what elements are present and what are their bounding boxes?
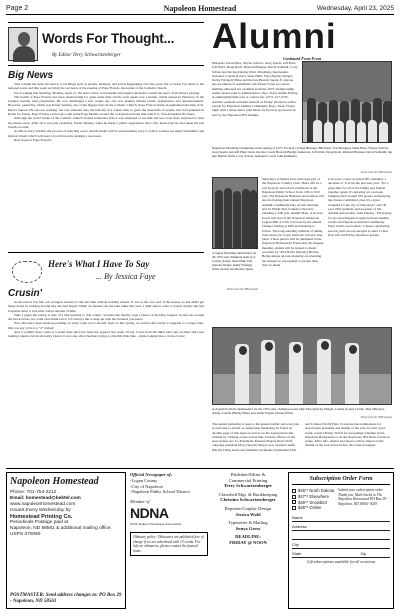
big-news-heading: Big News [8,70,54,81]
paper-info-line: Phone: 701-754-2212 [10,490,57,495]
cheerleaders-caption: A-Squad Wrestling cheerleaders for the 1975 state champion team (l-r): Colette (Leier), Susie Hehr, Tina (Sperle) Weigel, Kathy (Weigel) Weisz and the late Brenda Sperle. [212,251,257,271]
staff-box [212,472,284,609]
subscription-title: Subscription Order Form [292,476,390,485]
staff-role: Reporter/Graphic Design [224,505,272,511]
paragraph: Upon waking this morning, Monday, April 21, the news wires, social media and regular television carried the news of the Pope's passing. [14,90,201,95]
wrestling-photo-caption: Napoleon Wrestling Champions in the spring of 1975. Front (l-r) Dean Brunner, Bill Kurtz, Pat Marquart, Dean Haas, Wayne Schiver, Greg Sperle and Jeff Platz; back, the late Coach Howard Buckly Anderson, Jeff Wald, Doug Kroll, Richard Brunner, David Schmidt, the late Dennis Wald, Larry Schatz, Assistant Coach John Kemkertz. [212,146,392,159]
page-number: Page 2 [6,5,29,12]
photo-credit: Photo from the NHS annual [226,288,258,291]
wrestling-team-photo [302,61,392,143]
column-logo-title: Words For Thought... [42,31,175,46]
zip-label: Zip [360,551,366,557]
staff-entry [212,472,284,489]
editor-article [8,82,204,248]
state-label: State [292,551,302,557]
paragraph: As this is story unfolds, the process of selecting a new church leader will be an interesting story to follow as there are many formalities and historic rituals which will need to be followed in picking a successor. [8,129,204,138]
official-item: -Logan County [130,477,158,483]
staff-name: Jessica Wald [235,511,261,517]
staff-role: Classified Mgr. & Bookkeeping [218,491,278,497]
paper-info-line: Periodicals Postage paid at [10,520,69,525]
photo-credit: Photo from the NHS annual [360,171,392,174]
staff-role: Typesetter & Mailing [228,520,268,526]
staff-entry [212,534,284,545]
address-field[interactable]: Address [292,524,390,531]
ndna-wordmark: NDNA [130,505,169,522]
footer-divider [6,468,394,469]
crusin-heading: Crusin' [8,288,43,299]
staff-entry [212,506,284,517]
staff-name: Terry Schwartzenberger [223,483,273,489]
football-cheerleaders-photo [212,327,392,405]
subscription-option[interactable]: $47** Elsewhere [292,494,336,500]
subscription-option[interactable]: $45** Online [292,505,336,511]
masthead-title: Napoleon Homestead [163,4,237,13]
name-field[interactable]: Name [292,515,390,522]
paper-info-line: Issued Every Wednesday by [10,508,71,513]
city-field[interactable]: City [292,542,390,549]
deadline-value: FRIDAY @ NOON [229,539,267,545]
alumni-heading: Alumni [212,17,337,56]
column-byline: By Editor Terry Schwartzenberger [52,53,121,58]
paragraph: And it couldn't have come at a better time since her back tire popped last week. I'd say it was from the miles she's put on since she's had training wheels, but in all reality I know it was one of her brothers trying to ride this little bike - while looking like a circus clown! [8,330,204,339]
continued-from-front: Continued From Front [282,56,322,61]
staff-entry [212,520,284,531]
postmaster-notice: POSTMASTER: Send address changes to: PO Box 29 - Napoleon, ND 58561 [10,593,122,604]
gift-note: Gift subscriptions available for all occasions [306,560,376,565]
deadline-label: DEADLINE: [235,534,261,540]
paragraph: Now that she's been nonstop pedaling on every walk we've already been on this spring, we sorted she's ready to upgrade to a larger bike. Did you say cycle is a "d" cruiser! [8,321,204,330]
paper-info-box [6,472,126,609]
words-for-thought-logo [8,22,204,66]
official-item: -City of Napoleon [130,483,163,489]
footer-paper-name: Napoleon Homestead [10,476,99,487]
state-zip-field[interactable] [292,551,390,558]
alumni-col-1: Marquart, Dean Haas, Wayne Schiver, Greg Sperle, Jeff Platz, Jeff Wald, Doug Kroll, Richard Brunner, David Schmidt, Larry Schatz and the late Dennis Wald. Wrestling cheerleaders included: Colette (Leier), Susie Hehr, Tina (Sperle) Weigel, Kathy (Weigel) Weisz and the late Brenda Sperle. If anyone has an address of teammates who haven't been in contact, mailing addresses are available from the 1975 championship teams, please send to Alumni Assoc. Box, Tessa Anime Feiring at alumni@hotmail.com or contact her at 071-417-2745. Alumni weekend activities kickoff on Friday afternoon with a parade for Napoleon Alumni Community Days. Then, Friday night with a street dance with music by Upaway sponsored in part by the Napoleon FFA Alumni. [212,61,298,117]
paragraph: This column has been devoted to local things such as people, business, and social happenings over the years. On occasion I've taken to the national scene and this week we bring the sad news of the passing of Pope Francis, the leader of the Catholic Church. [8,82,204,91]
ndna-logo [130,506,208,522]
paragraph: The health of Pope Francis has been deteriorating for quite some time and he even spent over a month, which started in February, in the hospital dealing with pneumonia. He was discharged a few weeks ago and was making limited public appearances and announcements. However, yesterday, which was Easter Sunday, one of the biggest days in the Catholic Church, Pope Francis made an unplanned showing in St. Peter's Square. He was not walking, but was wheeled onto the balcony in a wheel chair to greet the thousands of people who had gathered in Rome for Easter. Pope Francis even took a ride in the Pope Mobile around the courtyard and later met with U.S. Vice-President JD Vance. [8,94,204,117]
paper-info-line: Homestead Printing Co. [10,514,73,520]
subscription-option[interactable]: $46** Snowbird [292,500,336,506]
staff-role: Publisher/Editor & [230,472,266,477]
official-newspaper-box [130,472,208,609]
wrestling-cheerleaders-photo [212,177,258,249]
staff-entry [212,492,284,503]
photo-credit: Photo from the NHS annual [360,416,392,419]
paragraph: At the end of last fall, our youngest learned to ride her bike without training wheels. It was at the very end of the season, so she didn't get many hours in cruising around like she had hoped. When we headed out the bike bikes this year, I didn't know what to expect maybe she had forgotten since it was such a short amount of time. [8,300,204,313]
checkbox[interactable] [292,500,296,504]
column-logo-title: Here's What I Have To Say [48,259,150,269]
paper-info-line: www.napoleonhomestead.com [10,502,76,507]
crusin-article [8,300,204,432]
paper-info-line: USPS 370060 [10,532,41,537]
member-label: Member of [130,499,150,505]
staff-role-extra: Commercial Printing [228,477,268,483]
column-byline: ... By Jessica Faye [96,272,156,281]
masthead-date: Wednesday, April 23, 2025 [316,5,394,12]
subscription-option[interactable]: $45** North Dakota [292,488,336,494]
official-heading: Official Newspaper of: [130,472,173,477]
football-cheerleaders-caption: A-Squad Football cheerleaders for the 1975 state champion team Amy Tina (Sperle) Weigel, Colette (Leier) Clarke, Sher (Becker), Amdy, Connie (Heitz) Wiley and Jaelle Trenter (Straus) Platz [212,407,385,416]
official-item: -Napoleon Public School District [130,489,190,495]
alumni-col-3: Last year's count recorded 381 attendees, a decrease of 11 from the previous year. "It's a great time for all of the family and friends together again. It's amazing we can keep bringing back around 350 people and keeping the classes committed, plus it's a great weekend for the city of Napoleon," said 30 year 1967 graduate and treasurer of the Alumni Association, Julie Feiring. "I'm hoping for good participation again between Alumni events and Napoleon Alumni Community Days events are booked." Classes celebrating special years are encouraged to enter a class float into the Friday afternoon parade. [328,177,392,237]
paragraph: Although the world leader of the Catholic Church looked somewhat frail, I was surprised to see him and was even more surprised to hear he passed away. After all it was just yesterday, Easter Sunday, when he made a public appearance and a few hours later he had taken his last breath on earth. [8,116,204,129]
checkbox[interactable] [292,489,296,493]
heart-icon [12,261,42,283]
staff-name: Sonya Gross [235,525,261,531]
checkbox[interactable] [292,495,296,499]
jessica-column-logo [8,252,204,286]
subscription-note: Submit your subscription order. Thank you. Mail checks to The Napoleon Homestead PO Box 29 - Napoleon, ND 58561-0029 [338,488,388,506]
paragraph: Well, I guess the saying is true: "it's like learning to ride a bike," because she merrily took a glance at the bike, hopped on and was around the block before we could even think twice, lol! Always fun to keep up with her brothers you know. [8,312,204,322]
staff-name: Christine Schwartzenberger [220,497,276,503]
editor-portrait [8,27,38,61]
paper-info-line: Napoleon, ND 58561 & additional mailing office. [10,526,112,531]
address-field-2[interactable] [292,533,390,540]
paragraph: Rest in peace Pope Francis! [14,137,52,142]
subscription-form [288,472,394,609]
checkbox[interactable] [292,506,296,510]
alumni-col-2: Saturday's activities start with open golf at the Napoleon Country Club. There will be a call for hour and school visitations at the Napoleon Public School from 1:00 to 3:00 p.m. The Napoleon Business Association will also be hosting their annual Napoleon Alumni Community Day on this Saturday and St. Philip Neri Catholic Church is planning a 4:00 p.m. alumni Mass. A no host social will start at the Napoleon American Legion Hall at 5:00, followed by the annual banquet starting at 6:00 and meeting to follow. The long-standing tradition of taking class photos in 5 year intervals will also take place. Those photos will be published in the Napoleon Homestead. Following the banquet meeting, alumni will be treated to music provided by 1974 David (Moody) Hecker. Being unique anyone planning on attending the banquet to pre-register or proper dues may be made. [262,177,324,267]
obituary-policy: Obituary policy: Obituaries are published free of charge if we are advertised with 15 words. For info on obituaries, please contact the funeral home. [130,532,208,556]
masthead [6,4,394,15]
alumni-col-4: The annual gathering is open to the general public and everyone is welcome to attend. A registration blank may be found on another page of this issue as well as on the napoleonnd.com website by clicking on the events link. Current officers of the Association are: Co-Presidents Kristen (Nagel) Revis Wolf, outgoing president Mary (Sperle) Meyer, new treasurer Anita (Moch) Feitig and board members Stephanie (Schneider) Holt and Colleen (Wolf) Platz. If anyone has nominations for Association president and alumni of the year for next year's event, contact Feitig. Watch for an updated schedule in the Napoleon Homestead or on the Napoleon, ND News facebook group. More info, entries and photos will be shared on the alumni of the year honor before the event in August. [212,422,390,452]
ndna-subtitle: North Dakota Newspaper Association [130,521,182,526]
paper-info-line: Email: homestead@bektel.com [10,496,81,501]
